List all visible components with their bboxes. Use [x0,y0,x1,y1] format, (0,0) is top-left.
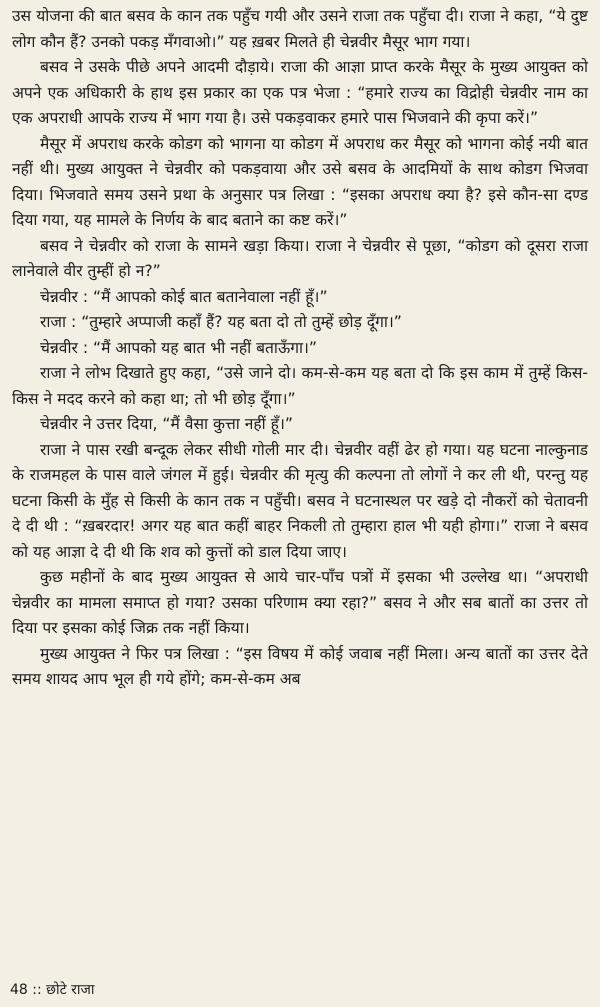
paragraph-3: मैसूर में अपराध करके कोडग को भागना या कोडग में अपराध कर मैसूर को भागना कोई नयी बात नहीं थी। मुख्य आयुक्त ने चेन्नवीर को पकड़वाया और उसे बसव के आदमियों के साथ कोडग भिजवा दिया। भिजवाते समय उसने प्रथा के अनुसार पत्र लिखा : “इसका अपराध क्या है? इसे कौन-सा दण्ड दिया गया, यह मामले के निर्णय के बाद बताने का कष्ट करें।” [12,134,588,229]
paragraph-6: चेन्नवीर ने उत्तर दिया, “मैं वैसा कुत्ता नहीं हूँ।” [40,415,293,433]
page-footer: 48 :: छोटे राजा [10,982,95,998]
paragraph-8: कुछ महीनों के बाद मुख्य आयुक्त से आये चार-पाँच पत्रों में इसका भी उल्लेख था। “अपराधी चेन्नवीर का मामला समाप्त हो गया? उसका परिणाम क्या रहा?” बसव ने और सब बातों का उत्तर तो दिया पर इसका कोई जिक्र तक नहीं किया। [12,568,588,637]
paragraph-4: बसव ने चेन्नवीर को राजा के सामने खड़ा किया। राजा ने चेन्नवीर से पूछा, “कोडग को दूसरा राजा लानेवाले वीर तुम्हीं हो न?” [12,236,588,280]
dialogue-line-2: राजा : “तुम्हारे अप्पाजी कहाँ हैं? यह बता दो तो तुम्हें छोड़ दूँगा।” [40,313,402,331]
paragraph-1: उस योजना की बात बसव के कान तक पहुँच गयी और उसने राजा तक पहुँचा दी। राजा ने कहा, “ये दुष्ट लोग कौन हैं? उनको पकड़ मँगवाओ।” यह ख़बर मिलते ही चेन्नवीर मैसूर भाग गया। [12,7,588,51]
dialogue-line-3: चेन्नवीर : “मैं आपको यह बात भी नहीं बताऊँगा।” [40,338,318,357]
dialogue-line-1: चेन्नवीर : “मैं आपको कोई बात बतानेवाला नहीं हूँ।” [40,287,328,306]
paragraph-5: राजा ने लोभ दिखाते हुए कहा, “उसे जाने दो। कम-से-कम यह बता दो कि इस काम में तुम्हें किस-किस ने मदद करने को कहा था; तो भी छोड़ दूँगा।” [12,364,588,408]
paragraph-7: राजा ने पास रखी बन्दूक लेकर सीधी गोली मार दी। चेन्नवीर वहीं ढेर हो गया। यह घटना नाल्कुनाड के राजमहल के पास वाले जंगल में हुई। चेन्नवीर की मृत्यु की कल्पना तो लोगों ने कर ली थी, परन्तु यह घटना किसी के मुँह से किसी के कान तक न पहुँची। बसव ने घटनास्थल पर खड़े दो नौकरों को चेतावनी दे दी थी : “ख़बरदार! अगर यह बात कहीं बाहर निकली तो तुम्हारा हाल भी यही होगा।” राजा ने बसव को यह आज्ञा दे दी थी कि शव को कुत्तों को डाल दिया जाए। [12,440,588,561]
paragraph-9: मुख्य आयुक्त ने फिर पत्र लिखा : “इस विषय में कोई जवाब नहीं मिला। अन्य बातों का उत्तर देते समय शायद आप भूल ही गये होंगे; कम-से-कम अब [12,644,588,688]
paragraph-2: बसव ने उसके पीछे अपने आदमी दौड़ाये। राजा की आज्ञा प्राप्त करके मैसूर के मुख्य आयुक्त को अपने एक अधिकारी के हाथ इस प्रकार का एक पत्र भेजा : “हमारे राज्य का विद्रोही चेन्नवीर नाम का एक अपराधी आपके राज्य में भाग गया है। उसे पकड़वाकर हमारे पास भिजवाने की कृपा करें।” [12,58,588,127]
